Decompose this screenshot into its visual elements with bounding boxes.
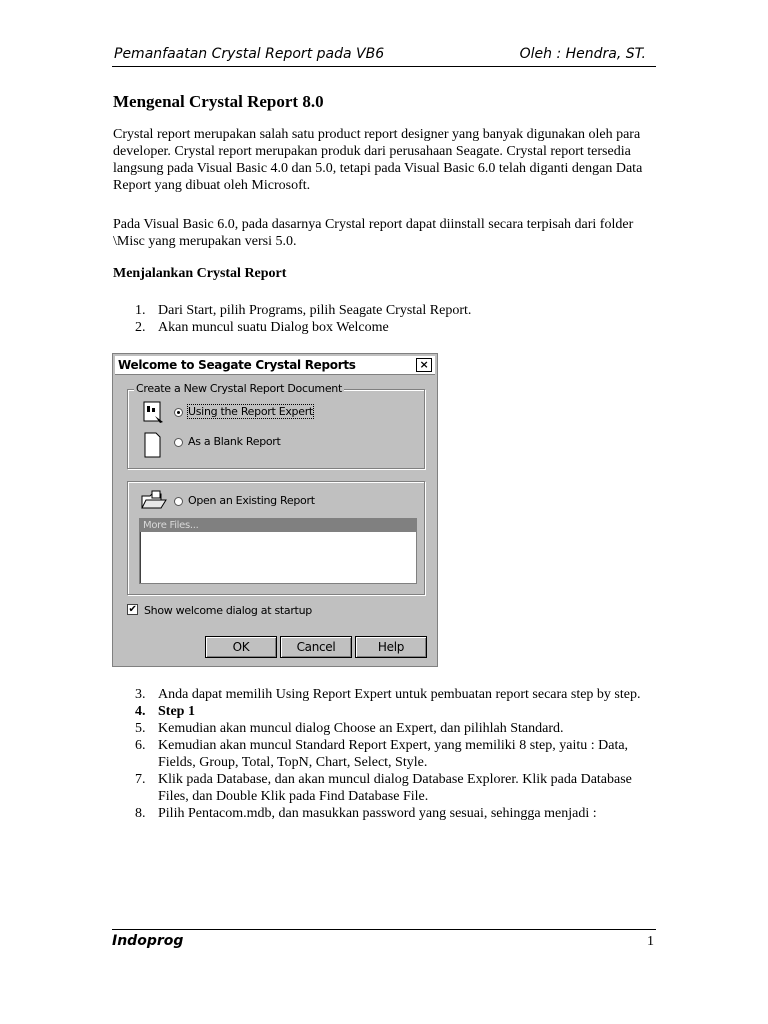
show-welcome-checkbox[interactable]: ✔ (128, 604, 137, 615)
list-number: 8. (135, 806, 146, 821)
list-item (113, 686, 658, 703)
list-number: 1. (135, 303, 146, 318)
help-button[interactable]: Help (355, 636, 427, 658)
section-heading: Menjalankan Crystal Report (113, 266, 287, 281)
list-item (113, 720, 658, 737)
report-expert-icon (143, 400, 165, 424)
page-footer (112, 929, 656, 949)
list-text: Kemudian akan muncul Standard Report Expert, yang memiliki 8 step, yaitu : Data, Fields, Group, Total, TopN, Chart, Select, Style. (158, 738, 629, 770)
list-item (113, 302, 658, 319)
list-number: 3. (135, 687, 146, 702)
option-report-expert-label[interactable]: Using the Report Expert (188, 405, 313, 418)
list-number: 2. (135, 320, 146, 335)
close-icon[interactable]: × (416, 358, 432, 372)
dialog-title-bar (115, 356, 435, 375)
group-caption: Create a New Crystal Report Document (136, 382, 342, 395)
list-item (113, 771, 658, 805)
list-number: 5. (135, 721, 146, 736)
option-blank-report-label[interactable]: As a Blank Report (188, 435, 281, 448)
more-files-list[interactable] (139, 518, 417, 584)
list-text: Akan muncul suatu Dialog box Welcome (158, 320, 389, 335)
steps-list-b (113, 686, 658, 822)
footer-brand: Indoprog (112, 933, 184, 949)
list-number: 6. (135, 738, 146, 753)
header-title: Pemanfaatan Crystal Report pada VB6 (114, 46, 385, 62)
list-number: 4. (135, 704, 146, 719)
ok-button[interactable]: OK (205, 636, 277, 658)
page-header (112, 44, 656, 67)
list-text: Anda dapat memilih Using Report Expert untuk pembuatan report secara step by step. (158, 687, 641, 702)
page-number: 1 (647, 934, 654, 949)
show-welcome-label[interactable]: Show welcome dialog at startup (144, 604, 312, 617)
list-text: Klik pada Database, dan akan muncul dialog Database Explorer. Klik pada Database Files, dan Double Klik pada Find Database File. (158, 772, 632, 804)
list-text: Step 1 (158, 704, 195, 719)
radio-open-existing[interactable] (174, 497, 183, 506)
option-open-existing-label[interactable]: Open an Existing Report (188, 494, 315, 507)
intro-paragraph-2: Pada Visual Basic 6.0, pada dasarnya Crystal report dapat diinstall secara terpisah dari folder \Misc yang merupakan versi 5.0. (113, 217, 634, 249)
welcome-dialog (112, 353, 438, 667)
steps-list-a (113, 302, 658, 336)
create-group (127, 382, 425, 469)
list-item (113, 703, 658, 720)
intro-paragraph-1: Crystal report merupakan salah satu product report designer yang banyak digunakan oleh para developer. Crystal report merupakan produk dari perusahaan Seagate. Crystal report tersedia langsung pada Visual Basic 4.0 dan 5.0, tetapi pada Visual Basic 6.0 telah diganti dengan Data Report yang dibuat oleh Microsoft. (113, 127, 643, 193)
cancel-button[interactable]: Cancel (280, 636, 352, 658)
list-item (113, 805, 658, 822)
radio-report-expert[interactable] (174, 408, 183, 417)
blank-report-icon (144, 432, 162, 458)
radio-blank-report[interactable] (174, 438, 183, 447)
header-author: Oleh : Hendra, ST. (519, 46, 646, 62)
dialog-title: Welcome to Seagate Crystal Reports (118, 358, 356, 372)
more-files-item[interactable]: More Files... (140, 519, 416, 532)
list-text: Dari Start, pilih Programs, pilih Seagate Crystal Report. (158, 303, 472, 318)
list-text: Kemudian akan muncul dialog Choose an Expert, dan pilihlah Standard. (158, 721, 564, 736)
document-title: Mengenal Crystal Report 8.0 (113, 92, 324, 111)
list-item (113, 737, 658, 771)
open-folder-icon (141, 490, 167, 510)
list-text: Pilih Pentacom.mdb, dan masukkan password yang sesuai, sehingga menjadi : (158, 806, 597, 821)
list-number: 7. (135, 772, 146, 787)
list-item (113, 319, 658, 336)
